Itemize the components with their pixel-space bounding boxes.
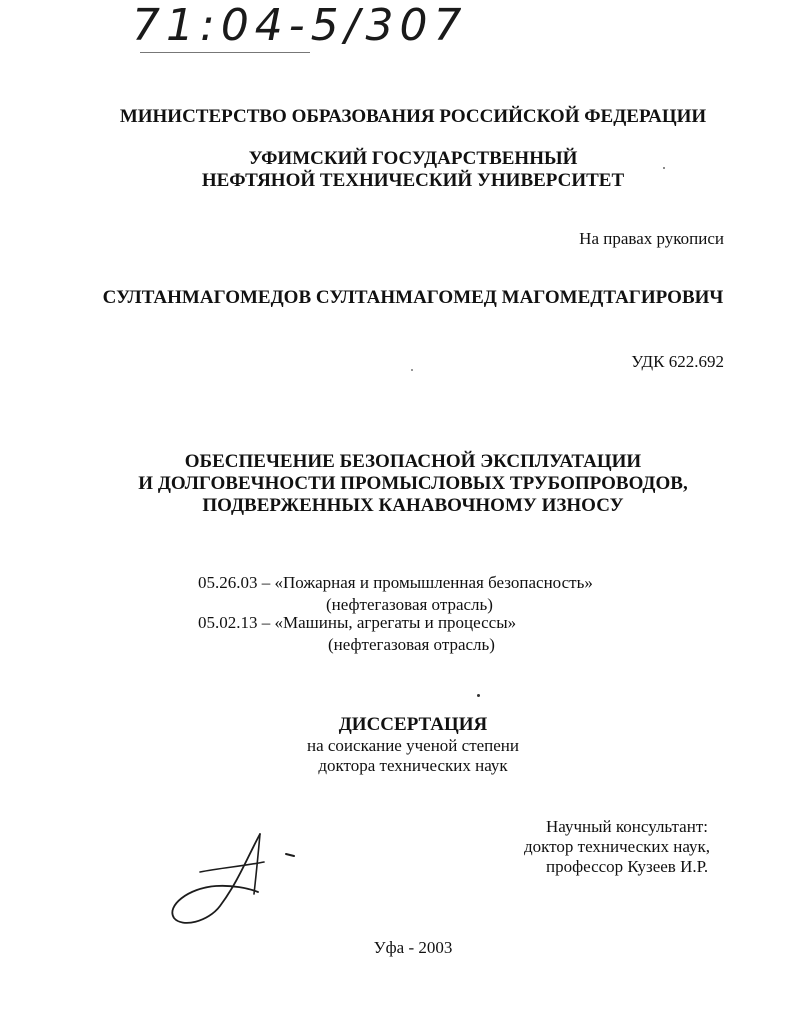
title-line-2: И ДОЛГОВЕЧНОСТИ ПРОМЫСЛОВЫХ ТРУБОПРОВОДОВ, <box>138 473 688 494</box>
archive-code: 71:04-5/307 <box>132 0 468 51</box>
university-line-2: НЕФТЯНОЙ ТЕХНИЧЕСКИЙ УНИВЕРСИТЕТ <box>201 170 625 191</box>
author-name: СУЛТАНМАГОМЕДОВ СУЛТАНМАГОМЕД МАГОМЕДТАГИРОВИЧ <box>102 287 724 308</box>
specialty-1-code: 05.26.03 – «Пожарная и промышленная безопасность» <box>198 573 593 592</box>
specialty-2-branch: (нефтегазовая отрасль) <box>328 635 495 654</box>
consultant-label: Научный консультант: <box>546 817 708 836</box>
scan-speck <box>477 694 480 697</box>
consultant-name: профессор Кузеев И.Р. <box>546 857 709 876</box>
city-year: Уфа - 2003 <box>373 938 453 957</box>
specialty-1-branch: (нефтегазовая отрасль) <box>326 595 493 614</box>
ministry-heading: МИНИСТЕРСТВО ОБРАЗОВАНИЯ РОССИЙСКОЙ ФЕДЕРАЦИИ <box>119 106 707 127</box>
degree-line-1: на соискание ученой степени <box>306 736 520 755</box>
consultant-degree: доктор технических наук, <box>524 837 711 856</box>
signature-drawing <box>160 826 310 932</box>
title-line-3: ПОДВЕРЖЕННЫХ КАНАВОЧНОМУ ИЗНОСУ <box>202 495 624 516</box>
scan-speck <box>663 167 665 169</box>
title-line-1: ОБЕСПЕЧЕНИЕ БЕЗОПАСНОЙ ЭКСПЛУАТАЦИИ <box>184 451 642 472</box>
specialty-2-code: 05.02.13 – «Машины, агрегаты и процессы» <box>198 613 517 632</box>
scan-speck <box>411 369 413 371</box>
manuscript-rights: На правах рукописи <box>579 229 724 248</box>
archive-code-underline <box>140 52 310 53</box>
work-type: ДИССЕРТАЦИЯ <box>338 714 488 735</box>
degree-line-2: доктора технических наук <box>318 756 508 775</box>
udc-code: УДК 622.692 <box>631 352 724 371</box>
university-line-1: УФИМСКИЙ ГОСУДАРСТВЕННЫЙ <box>248 148 578 169</box>
